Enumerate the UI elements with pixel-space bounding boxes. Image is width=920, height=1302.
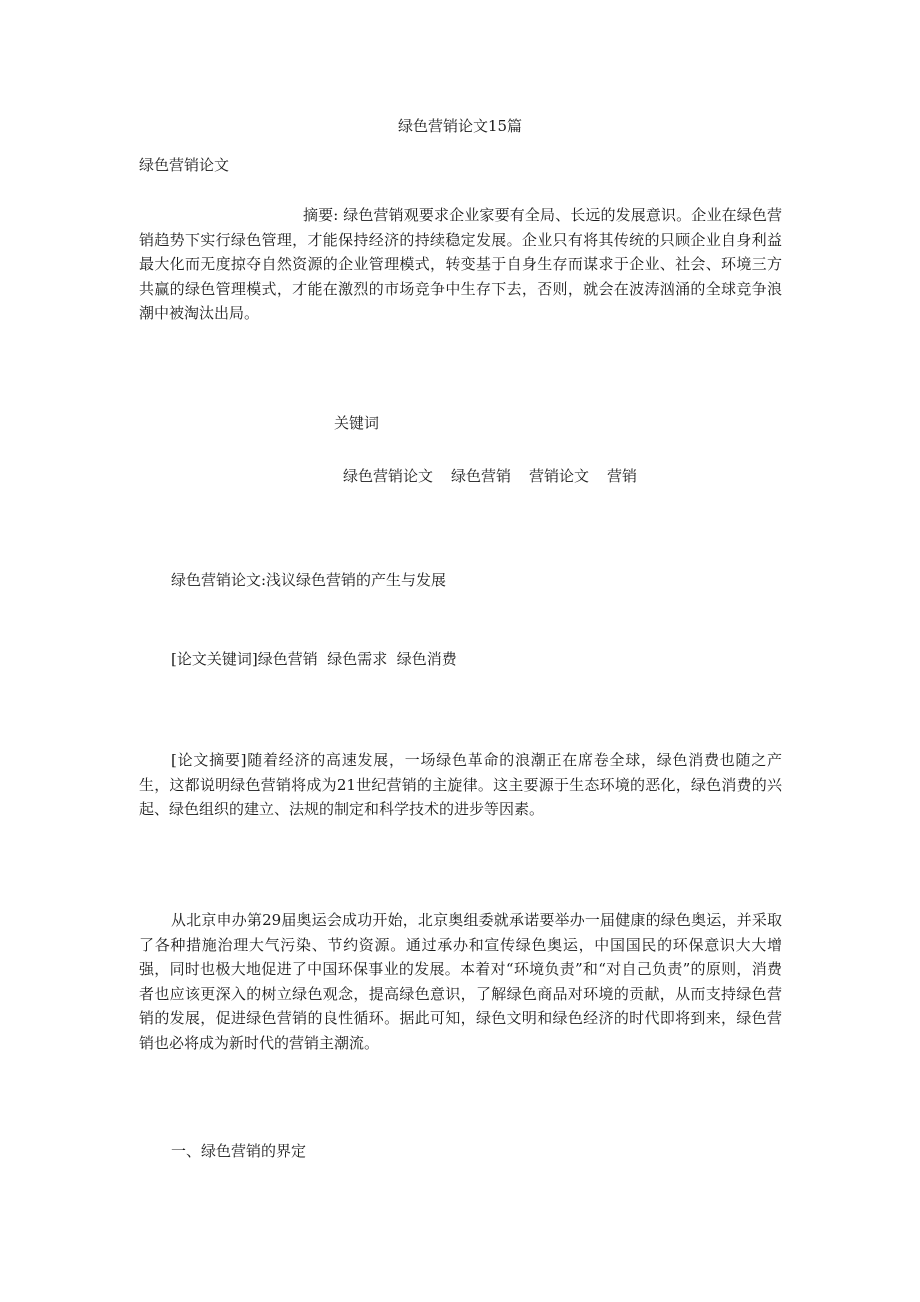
section-heading: 一、绿色营销的界定 bbox=[171, 1142, 307, 1160]
abstract-label: 摘要: bbox=[303, 206, 339, 224]
keyword-item: 营销论文 bbox=[529, 467, 590, 485]
abstract-text: 绿色营销观要求企业家要有全局、长远的发展意识。企业在绿色营销趋势下实行绿色管理，才能保持经济的持续稳定发展。企业只有将其传统的只顾企业自身利益最大化而无度掠夺自然资源的企业管理模式，转变基于自身生存而谋求于企业、社会、环境三方共赢的绿色管理模式，才能在激烈的市场竞争中生存下去，否则，就会在波涛汹涌的全球竞争浪潮中被淘汰出局。 bbox=[139, 206, 782, 322]
body-paragraph: 从北京申办第29届奥运会成功开始，北京奥组委就承诺要举办一届健康的绿色奥运，并采取了各种措施治理大气污染、节约资源。通过承办和宣传绿色奥运，中国国民的环保意识大大增强，同时也极大地促进了中国环保事业的发展。本着对“环境负责”和“对自己负责”的原则，消费者也应该更深入的树立绿色观念，提高绿色意识，了解绿色商品对环境的贡献，从而支持绿色营销的发展，促进绿色营销的良性循环。据此可知，绿色文明和绿色经济的时代即将到来，绿色营销也必将成为新时代的营销主潮流。 bbox=[139, 911, 782, 1052]
article-keywords: [论文关键词]绿色营销 绿色需求 绿色消费 bbox=[171, 650, 457, 668]
document-heading: 绿色营销论文 bbox=[139, 156, 230, 174]
keyword-item: 绿色营销论文 bbox=[343, 467, 434, 485]
keyword-item: 绿色营销 bbox=[451, 467, 512, 485]
keywords-list bbox=[343, 466, 655, 486]
document-title: 绿色营销论文15篇 bbox=[397, 117, 523, 135]
keywords-label: 关键词 bbox=[334, 414, 380, 432]
keyword-item: 营销 bbox=[607, 467, 638, 485]
article-title: 绿色营销论文:浅议绿色营销的产生与发展 bbox=[171, 571, 447, 589]
abstract-paragraph bbox=[139, 203, 782, 326]
article-abstract: [论文摘要]随着经济的高速发展，一场绿色革命的浪潮正在席卷全球，绿色消费也随之产生，这都说明绿色营销将成为21世纪营销的主旋律。这主要源于生态环境的恶化，绿色消费的兴起、绿色组织的建立、法规的制定和科学技术的进步等因素。 bbox=[139, 751, 782, 818]
